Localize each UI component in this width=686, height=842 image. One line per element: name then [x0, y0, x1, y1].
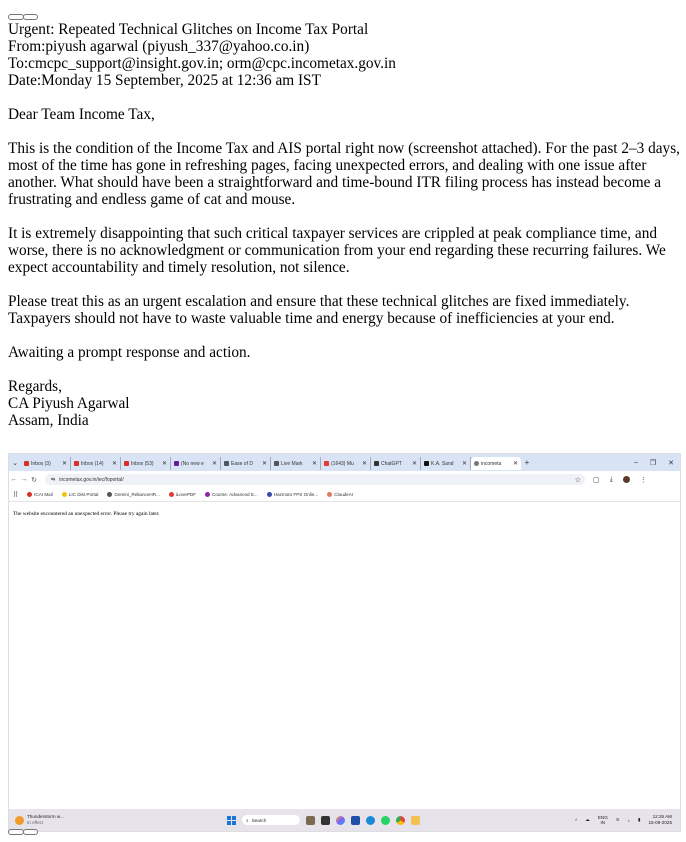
- bookmark-item[interactable]: [169, 492, 196, 497]
- windows-taskbar: [9, 809, 680, 831]
- browser-tab[interactable]: [21, 457, 71, 470]
- tab-label: Inbox (53): [131, 460, 154, 467]
- bookmark-item[interactable]: [62, 492, 99, 497]
- tab-favicon-icon: [474, 461, 479, 466]
- widgets-icon[interactable]: [306, 816, 315, 825]
- portal-error-message: The website encountered an unexpected error. Please try again later.: [13, 511, 160, 517]
- tab-label: (1643) Mu: [331, 460, 354, 467]
- tab-label: Live Mark: [281, 460, 303, 467]
- region-code: IN: [600, 820, 606, 825]
- store-icon[interactable]: [351, 816, 360, 825]
- windows-start-icon[interactable]: [227, 816, 236, 825]
- close-icon[interactable]: ✕: [361, 461, 367, 467]
- browser-tab[interactable]: [121, 457, 171, 470]
- bookmark-star-icon[interactable]: ☆: [574, 476, 581, 484]
- weather-widget[interactable]: [9, 814, 215, 826]
- bookmark-item[interactable]: [107, 492, 159, 497]
- bookmark-label: ClaudeAI: [334, 492, 354, 497]
- email-from: From:piyush agarwal (piyush_337@yahoo.co.in): [8, 38, 310, 55]
- bookmark-favicon-icon: [27, 492, 32, 497]
- close-icon[interactable]: ✕: [461, 461, 467, 467]
- tab-favicon-icon: [324, 461, 329, 466]
- email-paragraph-3: Please treat this as an urgent escalation and ensure that these technical glitches are fixed immediately. Taxpayers should not have to waste valuable time and energy because of inefficiencies at your end.: [8, 293, 630, 327]
- wifi-icon[interactable]: ≋: [615, 817, 620, 822]
- site-info-icon[interactable]: ⇆: [51, 476, 56, 483]
- tab-favicon-icon: [424, 461, 429, 466]
- thunderstorm-icon: [15, 816, 24, 825]
- taskbar-search-label: Search: [251, 817, 267, 823]
- tab-search-chevron-icon[interactable]: ⌄: [12, 459, 18, 467]
- task-view-icon[interactable]: [321, 816, 330, 825]
- apps-grid-icon[interactable]: ⠿: [13, 491, 19, 499]
- close-icon[interactable]: ✕: [411, 461, 417, 467]
- close-icon[interactable]: ✕: [261, 461, 267, 467]
- tab-favicon-icon: [224, 461, 229, 466]
- bookmark-favicon-icon: [107, 492, 112, 497]
- tab-favicon-icon: [74, 461, 79, 466]
- back-arrow-icon[interactable]: ←: [10, 476, 18, 483]
- email-to: To:cmcpc_support@insight.gov.in; orm@cpc.incometax.gov.in: [8, 55, 396, 72]
- close-icon[interactable]: ✕: [161, 461, 167, 467]
- taskbar-clock[interactable]: [649, 814, 673, 826]
- bookmark-favicon-icon: [169, 492, 174, 497]
- bookmark-label: Hazmoto FPS Onlin...: [273, 492, 319, 497]
- tab-favicon-icon: [24, 461, 29, 466]
- tab-favicon-icon: [174, 461, 179, 466]
- clock-time: 12:26 AM: [652, 814, 672, 819]
- whatsapp-icon[interactable]: [381, 816, 390, 825]
- tab-favicon-icon: [374, 461, 379, 466]
- bookmark-label: Gemini_RelianceHR...: [114, 492, 160, 497]
- tab-label: Inbox (14): [81, 460, 104, 467]
- bookmark-item[interactable]: [327, 492, 353, 497]
- language-indicator[interactable]: [598, 815, 608, 826]
- search-icon: ⌕: [246, 817, 249, 823]
- address-url: incometax.gov.in/iec/foportal/: [59, 476, 124, 483]
- clock-date: 15-09-2025: [648, 820, 672, 825]
- bookmark-label: ICAI Mail: [34, 492, 53, 497]
- bookmark-label: Course: Advanced E...: [212, 492, 258, 497]
- browser-toolbar: [9, 471, 680, 488]
- email-subject: Urgent: Repeated Technical Glitches on Income Tax Portal: [8, 21, 369, 38]
- bookmark-favicon-icon: [62, 492, 67, 497]
- close-icon[interactable]: ✕: [61, 461, 67, 467]
- browser-tab[interactable]: [71, 457, 121, 470]
- bottom-pill-decoration: [8, 829, 38, 834]
- address-bar[interactable]: [45, 474, 585, 485]
- tab-label: incometa: [481, 460, 502, 467]
- bookmark-item[interactable]: [267, 492, 318, 497]
- forward-arrow-icon[interactable]: →: [20, 476, 28, 483]
- restore-icon[interactable]: ❐: [649, 459, 657, 467]
- bookmark-label: LIC Dist Portal: [68, 492, 99, 497]
- tab-label: ChatGPT: [381, 460, 402, 467]
- chrome-icon[interactable]: [396, 816, 405, 825]
- browser-tab[interactable]: [221, 457, 271, 470]
- email-date: Date:Monday 15 September, 2025 at 12:36 am IST: [8, 72, 321, 89]
- close-icon[interactable]: ✕: [211, 461, 217, 467]
- bookmark-item[interactable]: [205, 492, 258, 497]
- bookmark-favicon-icon: [267, 492, 272, 497]
- browser-tab[interactable]: [171, 457, 221, 470]
- email-greeting: Dear Team Income Tax,: [8, 106, 155, 123]
- tab-label: Ease of D: [231, 460, 253, 467]
- profile-avatar[interactable]: [623, 476, 630, 483]
- bookmark-label: iLovePDF: [175, 492, 197, 497]
- bookmark-favicon-icon: [205, 492, 210, 497]
- minimize-icon[interactable]: –: [633, 458, 638, 466]
- reload-icon[interactable]: ↻: [31, 476, 37, 484]
- close-icon[interactable]: ✕: [311, 461, 317, 467]
- tab-favicon-icon: [124, 461, 129, 466]
- file-explorer-icon[interactable]: [411, 816, 420, 825]
- weather-subtitle: In effect: [27, 820, 44, 825]
- weather-title: Thunderstorm w...: [27, 814, 64, 819]
- email-paragraph-4: Awaiting a prompt response and action.: [8, 344, 251, 361]
- top-pill-decoration: [8, 14, 38, 19]
- language-code: ENG: [597, 814, 608, 820]
- download-icon[interactable]: ⤓: [609, 475, 613, 483]
- close-icon[interactable]: ✕: [512, 461, 518, 467]
- email-paragraph-2: It is extremely disappointing that such critical taxpayer services are crippled at peak compliance time, and worse, there is no acknowledgment or communication from your end regarding these recurring failures. We expect accountability and timely resolution, not silence.: [8, 225, 666, 276]
- email-paragraph-1: This is the condition of the Income Tax and AIS portal right now (screenshot attached). For the past 2–3 days, most of the time has gone in refreshing pages, facing unexpected errors, and dealing with one issue after another. What should have been a straightforward and time-bound ITR filing process has instead become a frustrating and endless game of cat and mouse.: [8, 140, 680, 208]
- browser-tab[interactable]: [271, 457, 321, 470]
- edge-icon[interactable]: [366, 816, 375, 825]
- browser-tab[interactable]: [321, 457, 371, 470]
- email-signature-name: CA Piyush Agarwal: [8, 395, 130, 412]
- browser-tab[interactable]: [371, 457, 421, 470]
- email-document: [8, 21, 680, 429]
- bookmark-favicon-icon: [327, 492, 332, 497]
- attached-screenshot: [8, 453, 681, 832]
- close-icon[interactable]: ✕: [111, 461, 117, 467]
- tab-label: (No new e: [181, 460, 204, 467]
- window-close-icon[interactable]: ✕: [668, 459, 674, 467]
- bookmarks-bar: [9, 488, 680, 502]
- battery-icon[interactable]: ▮: [637, 817, 641, 822]
- browser-tab[interactable]: [421, 457, 471, 470]
- menu-kebab-icon[interactable]: ⋮: [639, 476, 647, 484]
- volume-icon[interactable]: ♪: [627, 817, 630, 823]
- taskbar-search[interactable]: [242, 815, 300, 825]
- browser-tab-active[interactable]: [471, 457, 521, 470]
- email-signoff: Regards,: [8, 378, 62, 395]
- bookmark-item[interactable]: [27, 492, 53, 497]
- chevron-up-icon[interactable]: ^: [575, 817, 578, 823]
- tab-label: K.A. Sand: [431, 460, 454, 467]
- new-tab-icon[interactable]: +: [524, 458, 530, 467]
- cloud-icon[interactable]: ☁: [585, 817, 590, 822]
- browser-tab-bar: [9, 454, 680, 471]
- extensions-icon[interactable]: ▢: [593, 476, 600, 484]
- tab-favicon-icon: [274, 461, 279, 466]
- tab-label: Inbox (3): [31, 460, 51, 467]
- email-signature-location: Assam, India: [8, 412, 89, 429]
- copilot-icon[interactable]: [336, 816, 345, 825]
